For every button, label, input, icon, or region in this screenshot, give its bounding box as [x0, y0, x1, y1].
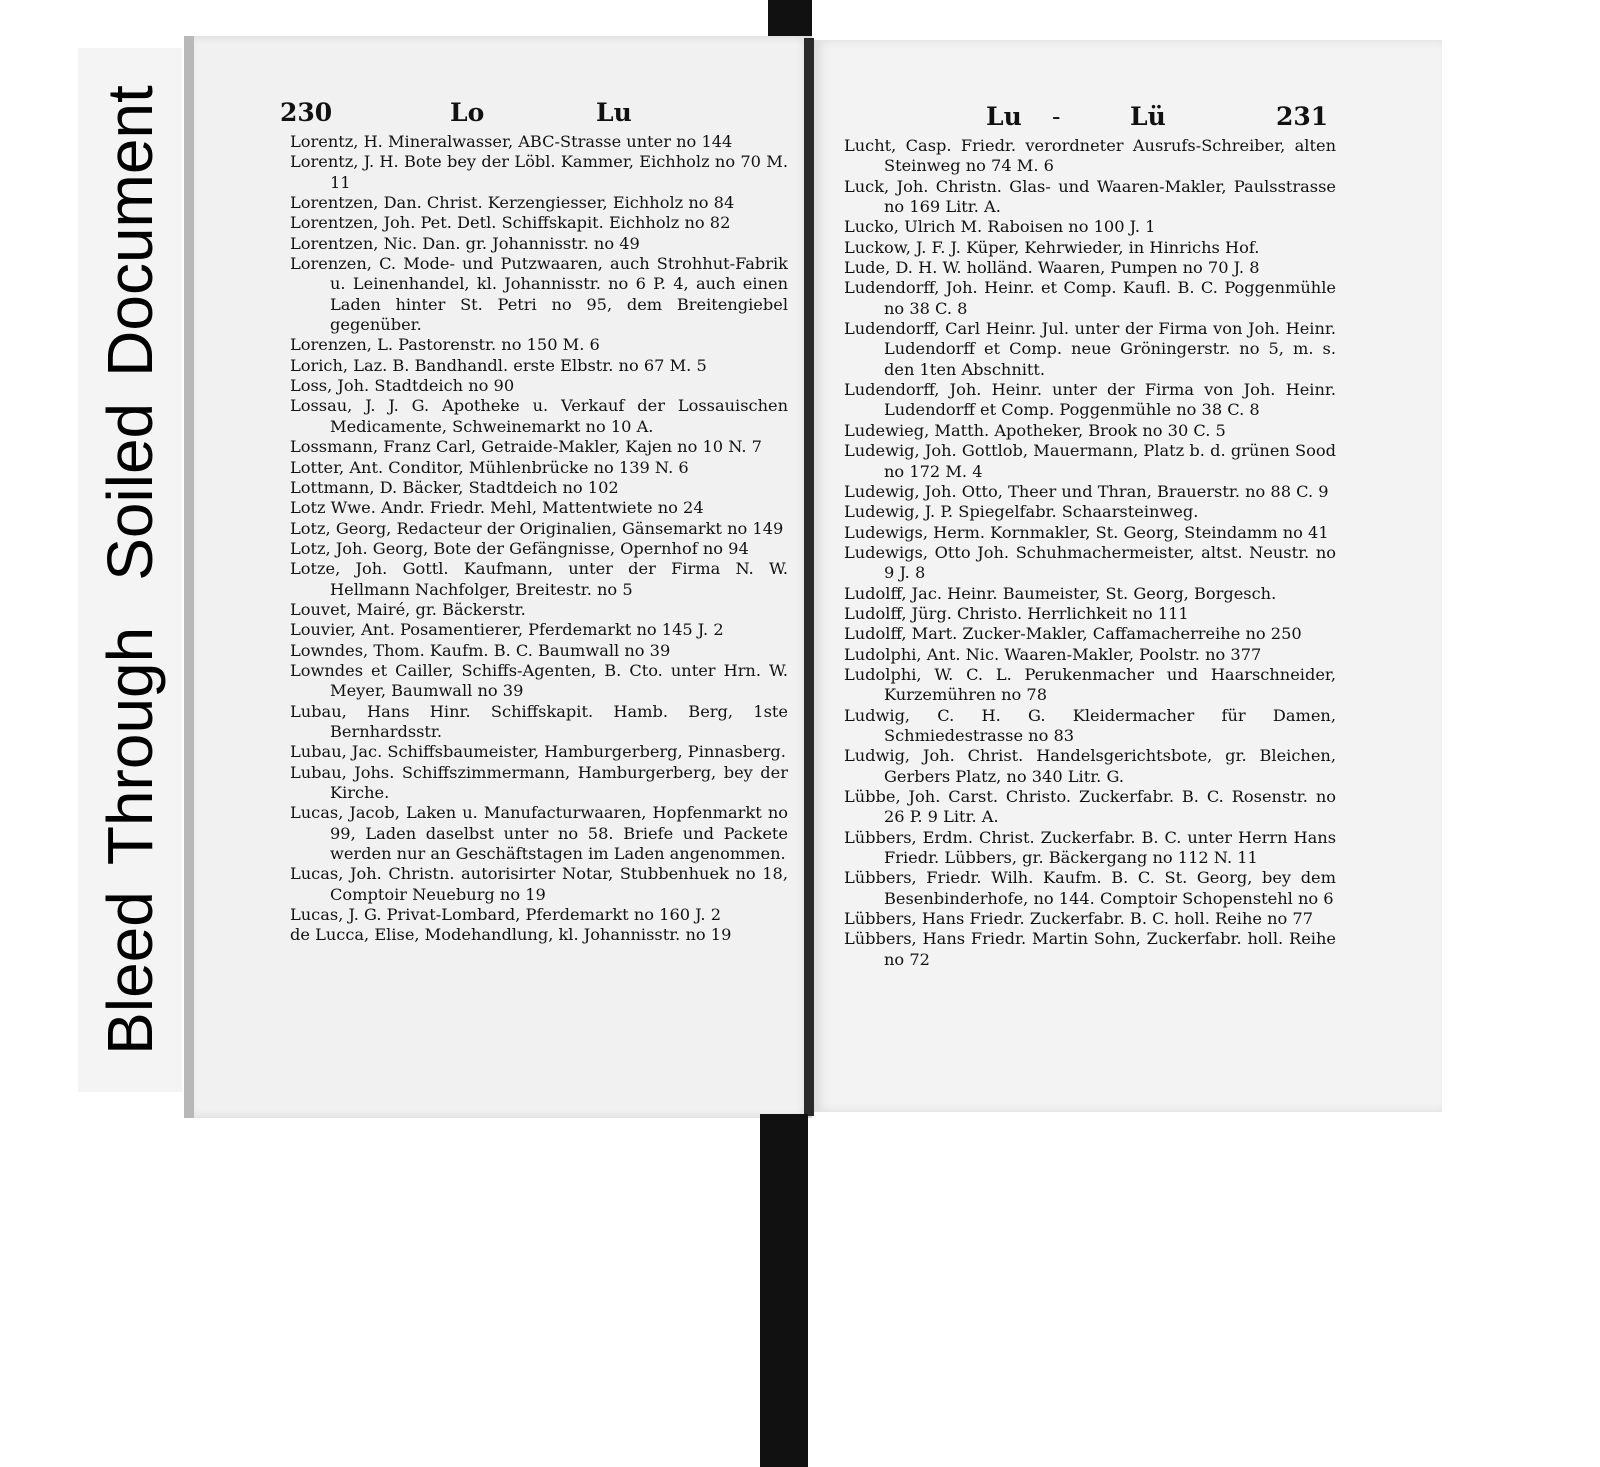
directory-entry: Lorentz, H. Mineralwasser, ABC-Strasse unter no 144: [290, 132, 733, 151]
directory-entry: Lucas, Joh. Christn. autorisirter Notar, Stubbenhuek no 18, Comptoir Neueburg no 19: [290, 864, 788, 904]
directory-entry: Lossau, J. J. G. Apotheke u. Verkauf der Lossauischen Medicamente, Schweinemarkt no 10 A.: [290, 396, 788, 436]
directory-entry: Ludewig, J. P. Spiegelfabr. Schaarsteinweg.: [844, 502, 1199, 522]
book-spine: [804, 38, 814, 1116]
directory-entry: Lübbers, Friedr. Wilh. Kaufm. B. C. St. Georg, bey dem Besenbinderhofe, no 144. Comptoir Schopenstehl no 6: [844, 868, 1336, 908]
directory-entry: Luck, Joh. Christn. Glas- und Waaren-Makler, Paulsstrasse no 169 Litr. A.: [844, 176, 1336, 217]
open-book: [174, 32, 1446, 1122]
directory-entry: Lotze, Joh. Gottl. Kaufmann, unter der Firma N. W. Hellmann Nachfolger, Breitestr. no 5: [290, 559, 788, 599]
directory-entry: Lubau, Hans Hinr. Schiffskapit. Hamb. Berg, 1ste Bernhardsstr.: [290, 701, 788, 741]
directory-entry: Lorentzen, Nic. Dan. gr. Johannisstr. no 49: [290, 233, 640, 253]
directory-entry: Lotz, Joh. Georg, Bote der Gefängnisse, Opernhof no 94: [290, 538, 749, 558]
directory-entry: Ludolff, Jürg. Christo. Herrlichkeit no 111: [844, 603, 1189, 623]
directory-entry: Ludendorff, Joh. Heinr. et Comp. Kaufl. B. C. Poggenmühle no 38 C. 8: [844, 278, 1336, 318]
directory-entry: de Lucca, Elise, Modehandlung, kl. Johannisstr. no 19: [290, 925, 732, 945]
directory-entry: Ludendorff, Carl Heinr. Jul. unter der Firma von Joh. Heinr. Ludendorff et Comp. neue Gröningerstr. no 5, m. s. den 1ten Abschnitt.: [844, 319, 1336, 379]
directory-entry: Lübbers, Hans Friedr. Martin Sohn, Zuckerfabr. holl. Reihe no 72: [844, 929, 1336, 969]
right-page: [814, 40, 1442, 1112]
directory-entry: Lowndes et Cailler, Schiffs-Agenten, B. Cto. unter Hrn. W. Meyer, Baumwall no 39: [290, 660, 788, 701]
directory-entry: Lotz, Georg, Redacteur der Originalien, Gänsemarkt no 149: [290, 518, 784, 538]
directory-entry: Lorentzen, Dan. Christ. Kerzengiesser, Eichholz no 84: [290, 193, 735, 213]
directory-entry: Ludewieg, Matth. Apotheker, Brook no 30 C. 5: [844, 420, 1226, 440]
directory-entry: Lübbe, Joh. Carst. Christo. Zuckerfabr. B. C. Rosenstr. no 26 P. 9 Litr. A.: [844, 787, 1336, 827]
directory-entry: Lorentzen, Joh. Pet. Detl. Schiffskapit. Eichholz no 82: [290, 213, 731, 233]
right-heading-lu: Lu: [986, 102, 1022, 131]
left-page-number: 230: [280, 98, 333, 127]
side-label-word: Through: [94, 626, 166, 866]
directory-entry: Ludolphi, Ant. Nic. Waaren-Makler, Poolstr. no 377: [844, 644, 1262, 664]
directory-entry: Loss, Joh. Stadtdeich no 90: [290, 376, 515, 396]
directory-entry: Lorenzen, C. Mode- und Putzwaaren, auch Strohhut-Fabrik u. Leinenhandel, kl. Johannisstr. no 6 P. 4, auch einen Laden hinter St. Petri no 95, dem Breitengiebel gegenüber.: [290, 254, 788, 335]
directory-entry: Lorich, Laz. B. Bandhandl. erste Elbstr. no 67 M. 5: [290, 355, 707, 375]
directory-entry: Lubau, Johs. Schiffszimmermann, Hamburgerberg, bey der Kirche.: [290, 762, 788, 802]
directory-entry: Lotter, Ant. Conditor, Mühlenbrücke no 139 N. 6: [290, 457, 689, 477]
left-heading-lu: Lu: [596, 98, 632, 127]
directory-entry: Ludewig, Joh. Gottlob, Mauermann, Platz b. d. grünen Sood no 172 M. 4: [844, 441, 1336, 481]
directory-entry: Ludwig, Joh. Christ. Handelsgerichtsbote, gr. Bleichen, Gerbers Platz, no 340 Litr. G.: [844, 746, 1336, 786]
right-page-number: 231: [1276, 102, 1329, 131]
directory-entry: Lottmann, D. Bäcker, Stadtdeich no 102: [290, 477, 619, 497]
directory-entry: Lude, D. H. W. holländ. Waaren, Pumpen no 70 J. 8: [844, 258, 1260, 278]
directory-entry: Louvier, Ant. Posamentierer, Pferdemarkt no 145 J. 2: [290, 620, 724, 640]
directory-entry: Lubau, Jac. Schiffsbaumeister, Hamburgerberg, Pinnasberg.: [290, 742, 786, 762]
directory-entry: Ludolff, Mart. Zucker-Makler, Caffamacherreihe no 250: [844, 624, 1302, 644]
directory-entry: Ludolff, Jac. Heinr. Baumeister, St. Georg, Borgesch.: [844, 583, 1277, 603]
right-heading-dash: -: [1052, 102, 1061, 131]
right-heading-lue: Lü: [1130, 102, 1166, 131]
directory-entry: Lübbers, Hans Friedr. Zuckerfabr. B. C. holl. Reihe no 77: [844, 909, 1314, 929]
directory-entry: Lucko, Ulrich M. Raboisen no 100 J. 1: [844, 217, 1156, 237]
book-clip-bottom: [760, 1114, 808, 1467]
directory-entry: Louvet, Mairé, gr. Bäckerstr.: [290, 599, 526, 619]
directory-entry: Lowndes, Thom. Kaufm. B. C. Baumwall no 39: [290, 640, 671, 660]
directory-entry: Lübbers, Erdm. Christ. Zuckerfabr. B. C. unter Herrn Hans Friedr. Lübbers, gr. Bäckergang no 112 N. 11: [844, 827, 1336, 868]
side-label-word: Soiled: [94, 402, 166, 581]
directory-entry: Lucas, J. G. Privat-Lombard, Pferdemarkt no 160 J. 2: [290, 905, 722, 925]
directory-entry: Ludendorff, Joh. Heinr. unter der Firma von Joh. Heinr. Ludendorff et Comp. Poggenmühle no 38 C. 8: [844, 380, 1336, 420]
directory-entry: Ludewigs, Otto Joh. Schuhmachermeister, altst. Neustr. no 9 J. 8: [844, 542, 1336, 583]
directory-entry: Ludolphi, W. C. L. Perukenmacher und Haarschneider, Kurzemühren no 78: [844, 664, 1336, 705]
directory-entry: Lorenzen, L. Pastorenstr. no 150 M. 6: [290, 335, 600, 355]
side-label-word: Bleed: [94, 891, 166, 1055]
directory-entry: Ludwig, C. H. G. Kleidermacher für Damen, Schmiedestrasse no 83: [844, 705, 1336, 745]
directory-entry: Lotz Wwe. Andr. Friedr. Mehl, Mattentwiete no 24: [290, 498, 704, 518]
directory-entry: Lossmann, Franz Carl, Getraide-Makler, Kajen no 10 N. 7: [290, 437, 762, 457]
left-page: [184, 36, 812, 1118]
left-entries: [290, 132, 788, 946]
directory-entry: Lucht, Casp. Friedr. verordneter Ausrufs-Schreiber, alten Steinweg no 74 M. 6: [844, 136, 1336, 176]
directory-entry: Ludewigs, Herm. Kornmakler, St. Georg, Steindamm no 41: [844, 522, 1329, 542]
directory-entry: Lucas, Jacob, Laken u. Manufacturwaaren, Hopfenmarkt no 99, Laden daselbst unter no 58. Briefe und Packete werden nur an Geschäftstagen im Laden angenommen.: [290, 803, 788, 864]
right-entries: [844, 136, 1336, 970]
directory-entry: Luckow, J. F. J. Küper, Kehrwieder, in Hinrichs Hof.: [844, 237, 1260, 257]
left-heading-lo: Lo: [450, 98, 485, 127]
directory-entry: Lorentz, J. H. Bote bey der Löbl. Kammer, Eichholz no 70 M. 11: [290, 152, 788, 192]
side-label-word: Document: [94, 85, 166, 377]
directory-entry: Ludewig, Joh. Otto, Theer und Thran, Brauerstr. no 88 C. 9: [844, 481, 1329, 501]
side-label: [93, 70, 167, 1070]
